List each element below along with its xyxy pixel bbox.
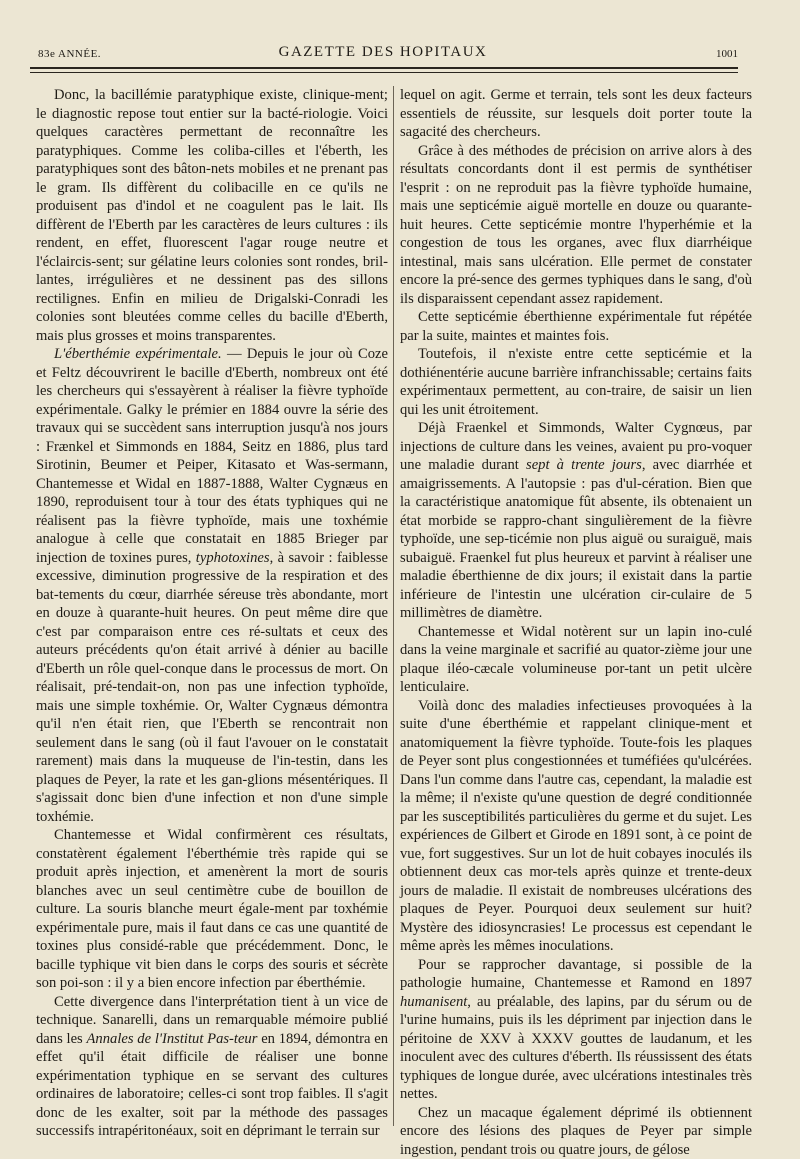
paragraph	[400, 956, 752, 1104]
paragraph: Grâce à des méthodes de précision on arrive alors à des résultats concordants dont il est permis de synthétiser l'esprit : on ne reproduit pas la fièvre typhoïde humaine, mais une septicémie aiguë mortelle en douze ou quarante-huit heures. Cette septicémie montre l'hyperhémie et la congestion de tous les organes, avec flux diarrhéique intestinal, mais sans ulcération. Elle permet de constater encore la pré-sence des germes typhiques dans le sang, d'où ils disparaissent cependant assez rapidement.	[400, 142, 752, 309]
header-rule-thin	[30, 72, 738, 73]
paragraph-text: Pour se rapprocher davantage, si possible de la pathologie humaine, Chantemesse et Ramond en 1897	[400, 957, 752, 992]
paragraph: Chez un macaque également déprimé ils obtiennent encore des lésions des plaques de Peyer par simple ingestion, pendant trois ou quatre jours, de gélose	[400, 1104, 752, 1159]
paragraph: Chantemesse et Widal notèrent sur un lapin ino-culé dans la veine marginale et sacrifié au quator-zième jour une plaque iléo-cæcale volumineuse por-tant un petit ulcère lenticulaire.	[400, 623, 752, 697]
paragraph: lequel on agit. Germe et terrain, tels sont les deux facteurs essentiels de réussite, sur lesquels doit porter toute la sagacité des chercheurs.	[400, 86, 752, 142]
page-number: 1001	[716, 48, 738, 60]
header-rule-thick	[30, 67, 738, 69]
paragraph-text: Cette divergence dans l'interprétation tient à un vice de technique. Sanarelli, dans un remarquable mémoire publié dans les	[36, 994, 388, 1047]
column-divider	[393, 86, 394, 1126]
paragraph-text: , à savoir : faiblesse excessive, diminution progressive de la respiration et des bat-tements du cœur, diarrhée séreuse très abondante, mort en douze à quarante-huit heures. On peut même dire que c'est par comparaison entre ces ré-sultats et ceux des auteurs précédents qu'on était arrivé à dénier au bacille d'Eberth un rôle quel-conque dans le processus de mort. On réalisait, pré-tendait-on, non pas une infection typhoïde, mais une simple toxhémie. Or, Walter Cygnæus démontra qu'il n'en était rien, que l'Eberth se rencontrait non seulement dans le sang (où il faut l'avouer on le constatait rarement) mais dans la muqueuse de l'in-testin, dans les plaques de Peyer, la rate et les gan-glions mésentériques. Il s'agissait donc bien d'une infection et non d'une simple toxhémie.	[36, 550, 388, 825]
paragraph-section	[36, 345, 388, 826]
paragraph: Cette septicémie éberthienne expérimentale fut répétée par la suite, maintes et maintes fois.	[400, 308, 752, 345]
page-header	[28, 40, 738, 64]
journal-title: GAZETTE DES HOPITAUX	[28, 44, 738, 61]
paragraph: Chantemesse et Widal confirmèrent ces résultats, constatèrent également l'éberthémie très rapide qui se produit après injection, et amenèrent la mort de souris blanches avec un seul centimètre cube de bouillon de culture. La souris blanche meurt égale-ment par toxhémie expérimentale pure, mais il faut dans ce cas une quantité de toxines plus considé-rable que précédemment. Donc, le bacille typhique vit bien dans le corps des souris et sécrète son poi-son : il y a bien encore infection par éberthémie.	[36, 826, 388, 993]
paragraph: Donc, la bacillémie paratyphique existe, clinique-ment; le diagnostic repose tout entier sur la bacté-riologie. Voici quelques caractères permettant de reconnaître les paratyphiques. Comme les coliba-cilles et l'éberth, les paratyphiques sont des bâton-nets mobiles et ne prenant pas le gram. Ils diffèrent du colibacille en ce qu'ils ne produisent pas d'indol et ne coagulent pas le lait. Ils diffèrent de l'Eberth par les caractères de leurs cultures : ils rendent, en effet, fluorescent l'agar rouge neutre et l'éclaircis-sent; sur gélatine leurs colonies sont rondes, bril-lantes, irrégulières et ne dessinent pas des sillons rectilignes. Enfin en milieu de Drigalski-Conradi les colonies sont bleutées comme celles du bacille d'Eberth, mais plus grosses et moins transparentes.	[36, 86, 388, 345]
journal-citation: Annales de l'Institut Pas-teur	[87, 1031, 258, 1047]
paragraph: Voilà donc des maladies infectieuses provoquées à la suite d'une éberthémie et rappelant clinique-ment et anatomiquement la fièvre typhoïde. Toute-fois les plaques de Peyer sont plus congestionnées et tuméfiées qu'ulcérées. Dans l'un comme dans l'autre cas, cependant, la maladie est la même; il n'existe qu'une question de degré conditionnée par les susceptibilités particulières du germe et du sujet. Les expériences de Gilbert et Girode en 1891 sont, à ce point de vue, fort suggestives. Sur un lot de huit cobayes inoculés ils obtiennent deux cas mor-tels après quinze et trente-deux jours de maladie. Il existait de nombreuses ulcérations des plaques de Peyer. Pourquoi deux seulement sur huit? Mystère des idiosyncrasies! Le processus est cependant le même après les mêmes inoculations.	[400, 697, 752, 956]
italic-term: typhotoxines	[196, 550, 270, 566]
right-column	[400, 86, 752, 1159]
paragraph	[36, 993, 388, 1141]
section-title: L'éberthémie expérimentale.	[54, 346, 222, 362]
article-body	[36, 86, 738, 1138]
paragraph-text: , avec diarrhée et amaigrissements. A l'autopsie : pas d'ul-cération. Bien que la caractéristique anatomique fût absente, ils obtenaient un état morbide se rappro-chant singulièrement de la fièvre typhoïde, une sep-ticémie non plus aiguë ou suraiguë, mais subaiguë. Fraenkel fut plus heureux et parvint à réaliser une maladie éberthienne de dix jours; il existait dans la partie inférieure de l'intestin une ulcération cir-culaire de 5 millimètres de diamètre.	[400, 457, 752, 621]
left-column	[36, 86, 388, 1141]
paragraph: Toutefois, il n'existe entre cette septicémie et la dothiénentérie aucune barrière infranchissable; certains faits expérimentaux permettent, au con-traire, de saisir un lien qui les unit étroitement.	[400, 345, 752, 419]
paragraph-text: Déjà Fraenkel et Simmonds, Walter Cygnœus, par injections de culture dans les veines, avaient pu pro-voquer une maladie durant	[400, 420, 752, 473]
paragraph-text: , au préalable, des lapins, par du sérum ou de l'urine humains, puis ils les dépriment par injection dans le péritoine de XXV à XXXV gouttes de laudanum, et les inoculent avec des cultures d'éberth. Ils réussissent des états typhiques de longue durée, avec ulcérations intestinales très nettes.	[400, 994, 752, 1103]
paragraph-text: en 1894, démontra en effet qu'il était difficile de réaliser une bonne expérimentation typhique en se servant des cultures ordinaires de laboratoire; celles-ci sont trop faibles. Il s'agit donc de les exalter, soit par la méthode des passages successifs intrapéritonéaux, soit en déprimant le terrain sur	[36, 1031, 388, 1140]
italic-term: humanisent	[400, 994, 467, 1010]
italic-term: sept à trente jours	[526, 457, 642, 473]
volume-year: 83e ANNÉE.	[38, 48, 101, 60]
paragraph	[400, 419, 752, 623]
paragraph-text: — Depuis le jour où Coze et Feltz découvrirent le bacille d'Eberth, nombreux ont été les chercheurs qui s'essayèrent à réaliser la fièvre typhoïde expérimentale. Galky le prémier en 1884 ouvre la série des travaux qui se succèdent sans interruption jusqu'à nos jours : Frænkel et Simmonds en 1884, Seitz en 1886, plus tard Sirotinin, Beumer et Peiper, Kitasato et Was-sermann, Chantemesse et Widal en 1887-1888, Walter Cygnæus en 1890, reproduisent tour à tour des états typhiques qui ne réalisent pas la fièvre typhoïde, mais une toxhémie analogue à celle que constatait en 1885 Brieger par injection de toxines pures,	[36, 346, 388, 566]
